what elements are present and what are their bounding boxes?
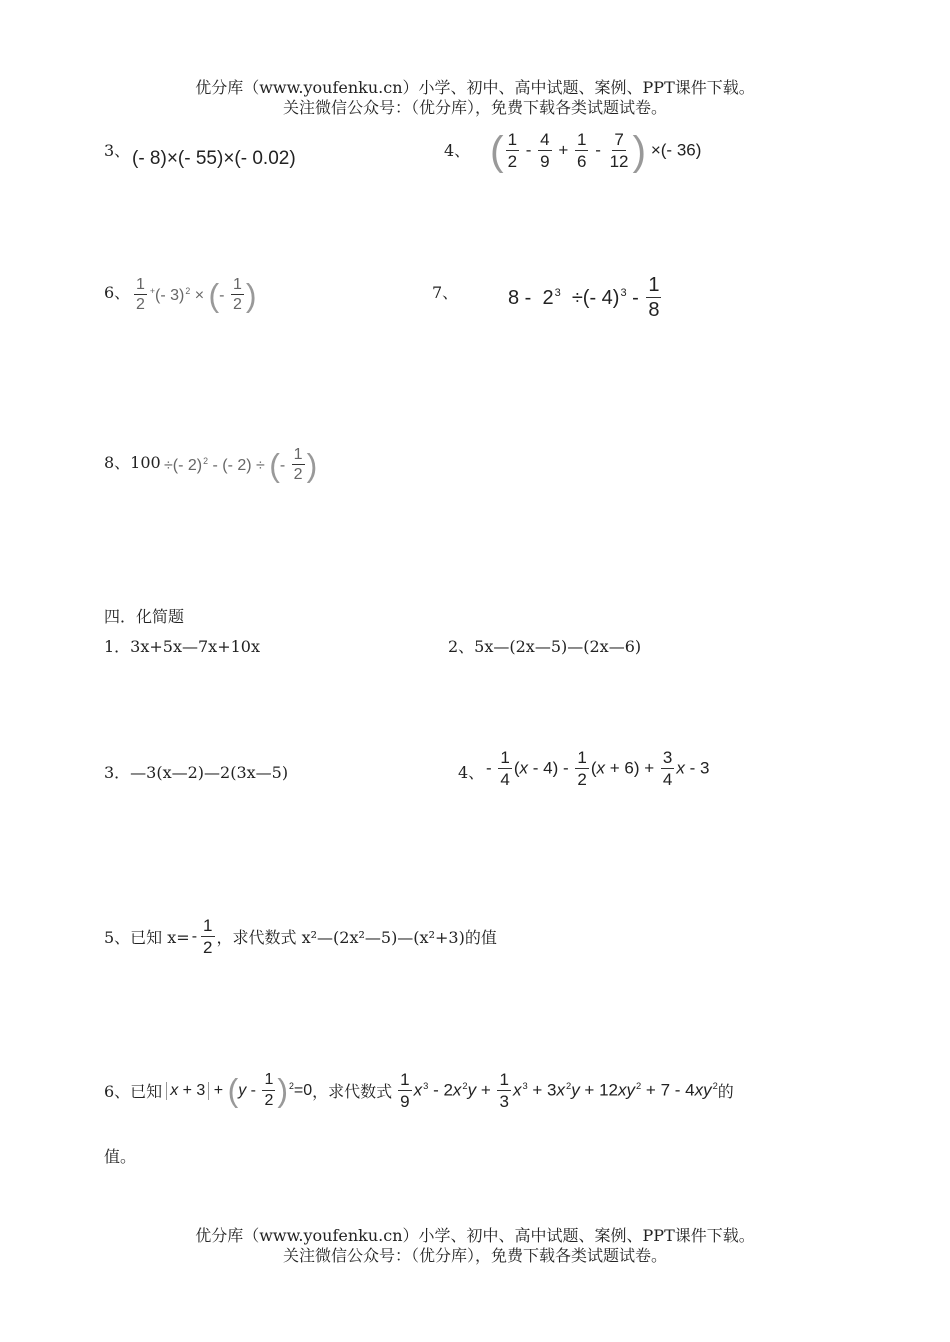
simplify-q1: 1．3x+5x—7x+10x	[104, 637, 260, 656]
q4-label: 4、	[444, 141, 471, 160]
simplify-q3: 3．—3(x—2)—2(3x—5)	[104, 763, 289, 782]
footer-line-1: 优分库（www.youfenku.cn）小学、初中、高中试题、案例、PPT课件下载。	[195, 1226, 755, 1245]
simplify-q6: 6、已知 x + 3 + (y - $\frac{1}{2}$ )$^2$=0 ，求代数式 $\frac{1}{9}$ $x^3 - 2x^2y$ + $\frac{1}{3}$ $x^3 + 3x^2y + 12xy^2 + 7 - 4xy^2$ 的	[104, 1070, 734, 1111]
q6-mid: ，求代数式	[312, 1082, 393, 1102]
simplify-q4-expression: - $\frac{1}{4}$ (x - 4) - $\frac{1}{2}$ (x + 6) + $\frac{3}{4}$ x - 3	[486, 748, 710, 789]
q6-expression: $\frac{1}{2}$ +(- 3)$^2$ × (- $\frac{1}{2}$ )	[136, 276, 257, 314]
q8-expression: ÷(- 2)$^2$ - (- 2) ÷ (- $\frac{1}{2}$ )	[164, 446, 318, 484]
q6-prefix: 6、已知	[104, 1082, 163, 1102]
q3-label: 3、	[104, 141, 131, 160]
q7-label: 7、	[432, 283, 459, 302]
header-line-2: 关注微信公众号：（优分库），免费下载各类试题试卷。	[282, 98, 667, 117]
q4-expression: ( $\frac{1}{2}$ - $\frac{4}{9}$ + $\frac{1}{6}$ - $\frac{7}{12}$ ) ×(- 36)	[490, 127, 702, 174]
simplify-q4-label: 4、	[458, 763, 485, 782]
simplify-q2: 2、5x—(2x—5)—(2x—6)	[448, 637, 642, 656]
q5-prefix: 5、已知 x=	[104, 928, 190, 948]
q4-tail: ×(- 36)	[650, 140, 702, 160]
q8-label: 8、100	[104, 453, 161, 472]
simplify-q5: 5、已知 x= - $\frac{1}{2}$ ，求代数式 x²—(2x²—5)—(x²+3)的值	[104, 916, 497, 957]
q6-end: 的	[717, 1082, 734, 1102]
section-4-title: 四．化简题	[104, 607, 185, 626]
q3-expression: (- 8)×(- 55)×(- 0.02)	[132, 148, 296, 169]
footer-line-2: 关注微信公众号：（优分库），免费下载各类试题试卷。	[282, 1246, 667, 1265]
q7-expression: $8 - 2^3$ ÷(- 4)$^3$ - $\frac{1}{8}$	[508, 274, 660, 321]
header-line-1: 优分库（www.youfenku.cn）小学、初中、高中试题、案例、PPT课件下载。	[195, 78, 755, 97]
q6-label: 6、	[104, 283, 131, 302]
q6-last: 值。	[104, 1147, 137, 1166]
q5-suffix: ，求代数式 x²—(2x²—5)—(x²+3)的值	[216, 928, 497, 948]
